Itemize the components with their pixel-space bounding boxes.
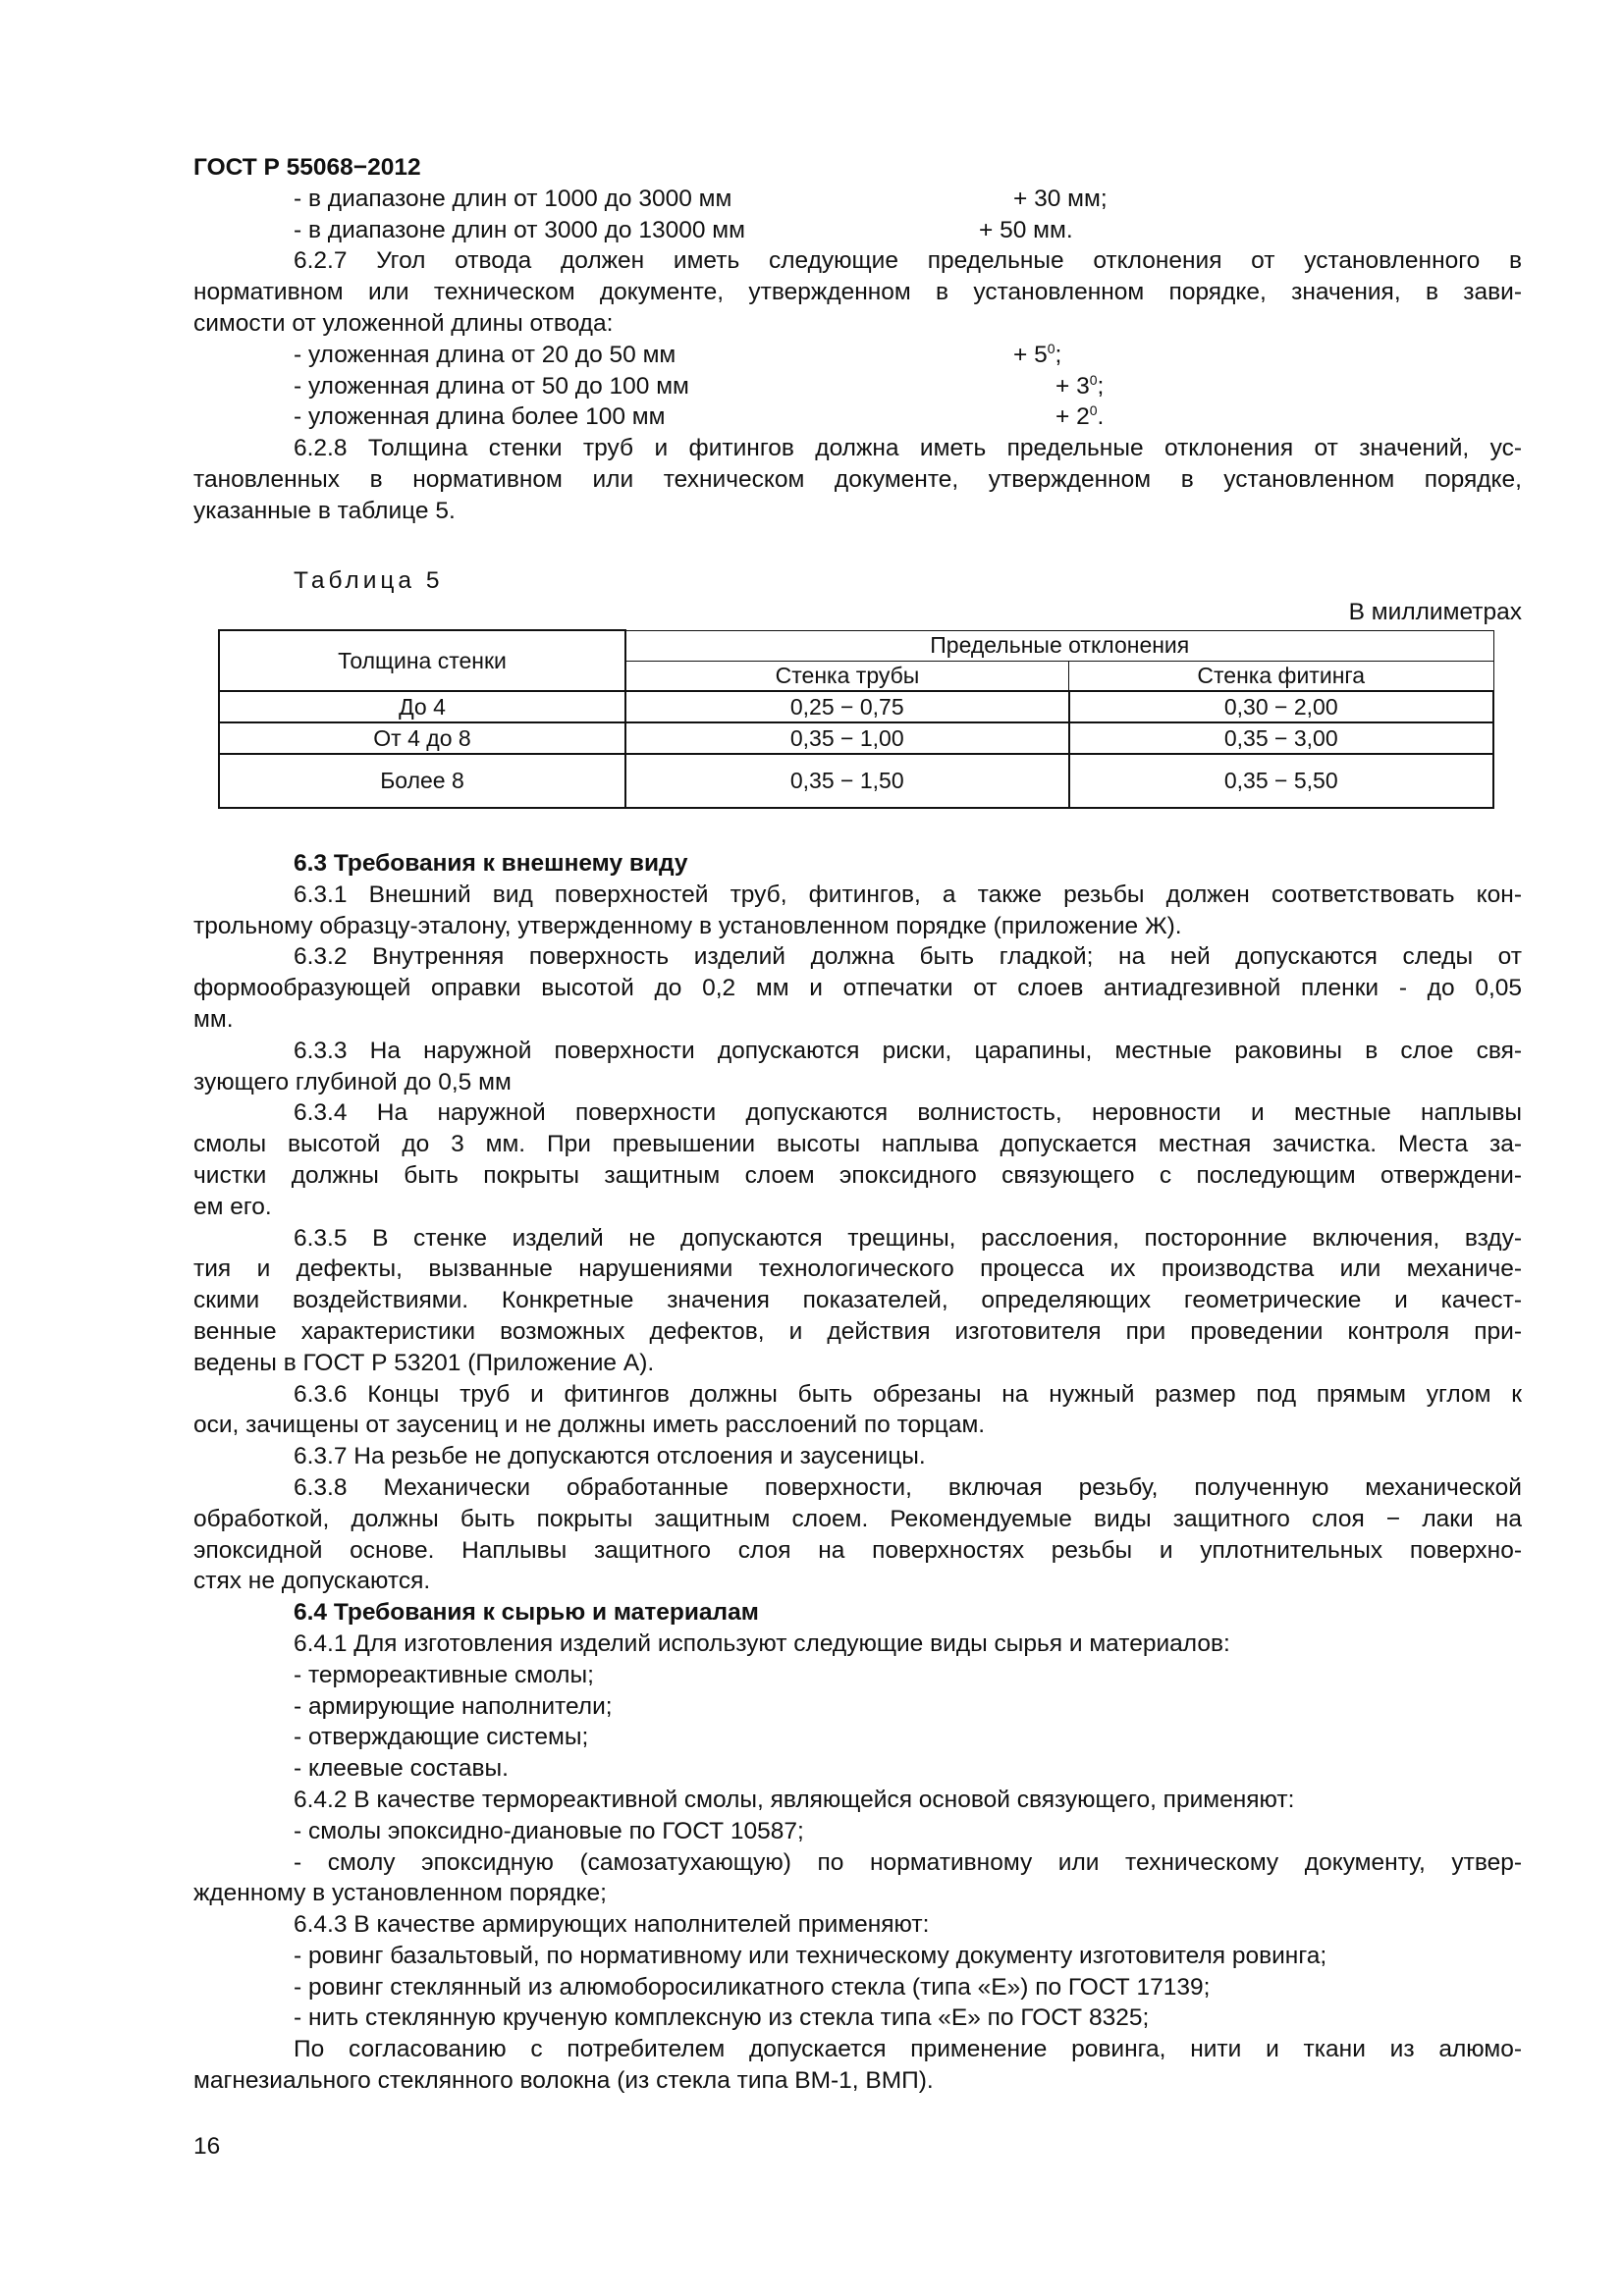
cell-thickness: От 4 до 8 [219,722,625,754]
table-units: В миллиметрах [1348,599,1522,625]
document-page [193,152,1522,527]
paragraph-line: 6.2.8 Толщина стенки труб и фитингов должна иметь предельные отклонения от значений, ус- [294,435,1522,462]
cell-pipe: 0,25 − 0,75 [625,691,1069,722]
table-caption: Таблица 5 [294,567,444,594]
paragraph-line: трольному образцу-эталону, утвержденному в установленном порядке (приложение Ж). [193,912,1182,939]
paragraph-line: эпоксидной основе. Наплывы защитного слоя на поверхностях резьбы и уплотнительных поверхно- [193,1536,1522,1564]
cell-pipe: 0,35 − 1,00 [625,722,1069,754]
document-code: ГОСТ Р 55068−2012 [193,154,421,181]
length-tolerance-row [193,184,1522,215]
paragraph-line: указанные в таблице 5. [193,497,456,524]
paragraph-line: симости от уложенной длины отвода: [193,309,614,337]
paragraph-line: 6.2.7 Угол отвода должен иметь следующие предельные отклонения от установленного в [294,247,1522,275]
paragraph-line: ведены в ГОСТ Р 53201 (Приложение А). [193,1349,655,1376]
paragraph-line: жденному в установленном порядке; [193,1880,607,1907]
page-number: 16 [193,2133,221,2160]
angle-tolerance-row [193,371,1522,402]
paragraph-line: - ровинг базальтовый, по нормативному или техническому документу изготовителя ровинга; [294,1942,1327,1969]
paragraph-line: - смолы эпоксидно-диановые по ГОСТ 10587; [294,1817,804,1844]
angle-tolerance-label: - уложенная длина от 50 до 100 мм [294,372,689,400]
length-tolerance-row [193,215,1522,246]
table-row [219,691,1493,722]
paragraph-line: ем его. [193,1193,272,1220]
cell-thickness: До 4 [219,691,625,722]
paragraph-line: стях не допускаются. [193,1568,431,1595]
paragraph-line: - смолу эпоксидную (самозатухающую) по нормативному или техническому документу, утвер- [294,1848,1522,1876]
paragraph-line: чистки должны быть покрыты защитным слоем эпоксидного связующего с последующим отверждени- [193,1161,1522,1189]
paragraph-line: тия и дефекты, вызванные нарушениями технологического процесса их производства или механиче- [193,1255,1522,1283]
paragraph-line: - армирующие наполнители; [294,1692,613,1720]
section-6-4-body [193,1629,1522,2097]
length-tolerance-label: - в диапазоне длин от 1000 до 3000 мм [294,185,732,212]
paragraph-line: формообразующей оправки высотой до 0,2 мм и отпечатки от слоев антиадгезивной пленки - до 0,05 [193,975,1522,1002]
cell-fitting: 0,30 − 2,00 [1069,691,1494,722]
length-tolerance-label: - в диапазоне длин от 3000 до 13000 мм [294,216,745,243]
cell-pipe: 0,35 − 1,50 [625,754,1069,808]
paragraph-line: - нить стеклянную крученую комплексную из стекла типа «Е» по ГОСТ 8325; [294,2004,1150,2032]
paragraph-line: 6.3.2 Внутренняя поверхность изделий должна быть гладкой; на ней допускаются следы от [294,943,1522,971]
paragraph-line: 6.3.4 На наружной поверхности допускаются волнистость, неровности и местные наплывы [294,1099,1522,1127]
paragraph-line: По согласованию с потребителем допускается применение ровинга, нити и ткани из алюмо- [294,2036,1522,2063]
paragraph-line: 6.3.7 На резьбе не допускаются отслоения и заусеницы. [294,1443,926,1470]
paragraph-line: - термореактивные смолы; [294,1661,594,1688]
cell-fitting: 0,35 − 5,50 [1069,754,1494,808]
paragraph-line: - отверждающие системы; [294,1724,589,1751]
section-6-3-body [193,880,1522,1597]
table-5 [218,629,1494,809]
paragraph-line: 6.4.3 В качестве армирующих наполнителей применяют: [294,1911,930,1939]
cell-thickness: Более 8 [219,754,625,808]
paragraph-line: - клеевые составы. [294,1755,509,1783]
paragraph-line: тановленных в нормативном или техническом документе, утвержденном в установленном порядке, [193,465,1522,493]
angle-tolerance-row [193,340,1522,371]
table-row [219,722,1493,754]
paragraph-line: скими воздействиями. Конкретные значения показателей, определяющих геометрические и качест- [193,1287,1522,1314]
paragraph-line: нормативном или техническом документе, утвержденном в установленном порядке, значения, в зави- [193,279,1522,306]
length-tolerance-value: + 30 мм; [1013,185,1108,212]
paragraph-line: 6.3.6 Концы труб и фитингов должны быть обрезаны на нужный размер под прямым углом к [294,1380,1522,1408]
header-limits: Предельные отклонения [625,630,1493,661]
section-title: 6.3 Требования к внешнему виду [294,850,688,877]
angle-tolerance-label: - уложенная длина более 100 мм [294,403,666,431]
angle-tolerance-value: + $3^0$; [1055,371,1105,400]
paragraph-line: обработкой, должны быть покрыты защитным слоем. Рекомендуемые виды защитного слоя − лаки на [193,1505,1522,1532]
paragraph-line: 6.3.5 В стенке изделий не допускаются трещины, расслоения, посторонние включения, взду- [294,1224,1522,1252]
paragraph-line: 6.4.1 Для изготовления изделий используют следующие виды сырья и материалов: [294,1629,1230,1657]
paragraph-line: 6.4.2 В качестве термореактивной смолы, являющейся основой связующего, применяют: [294,1786,1295,1813]
paragraph-line: 6.3.1 Внешний вид поверхностей труб, фитингов, а также резьбы должен соответствовать кон- [294,881,1522,908]
paragraph-line: зующего глубиной до 0,5 мм [193,1068,512,1095]
paragraph-line: венные характеристики возможных дефектов, и действия изготовителя при проведении контроля при- [193,1317,1522,1345]
paragraph-line: мм. [193,1005,234,1033]
header-thickness: Толщина стенки [219,630,625,691]
paragraph-line: смолы высотой до 3 мм. При превышении высоты наплыва допускается местная зачистка. Места за- [193,1131,1522,1158]
angle-tolerance-row [193,401,1522,433]
section-title: 6.4 Требования к сырью и материалам [294,1599,759,1627]
cell-fitting: 0,35 − 3,00 [1069,722,1494,754]
paragraph-line: - ровинг стеклянный из алюмоборосиликатного стекла (типа «Е») по ГОСТ 17139; [294,1973,1211,2001]
header-fitting: Стенка фитинга [1069,661,1494,691]
header-pipe: Стенка трубы [625,661,1069,691]
angle-tolerance-value: + $5^0$; [1013,340,1062,368]
sections-block [193,848,1522,2097]
paragraph-line: 6.3.8 Механически обработанные поверхности, включая резьбу, полученную механической [294,1473,1522,1501]
paragraph-line: оси, зачищены от заусениц и не должны иметь расслоений по торцам. [193,1412,986,1439]
angle-tolerance-value: + $2^0$. [1055,402,1105,431]
angle-tolerance-label: - уложенная длина от 20 до 50 мм [294,341,676,368]
table-row [219,754,1493,808]
length-tolerance-value: + 50 мм. [979,216,1073,243]
paragraph-line: 6.3.3 На наружной поверхности допускаются риски, царапины, местные раковины в слое свя- [294,1037,1522,1064]
paragraph-line: магнезиального стеклянного волокна (из стекла типа ВМ-1, ВМП). [193,2067,934,2095]
